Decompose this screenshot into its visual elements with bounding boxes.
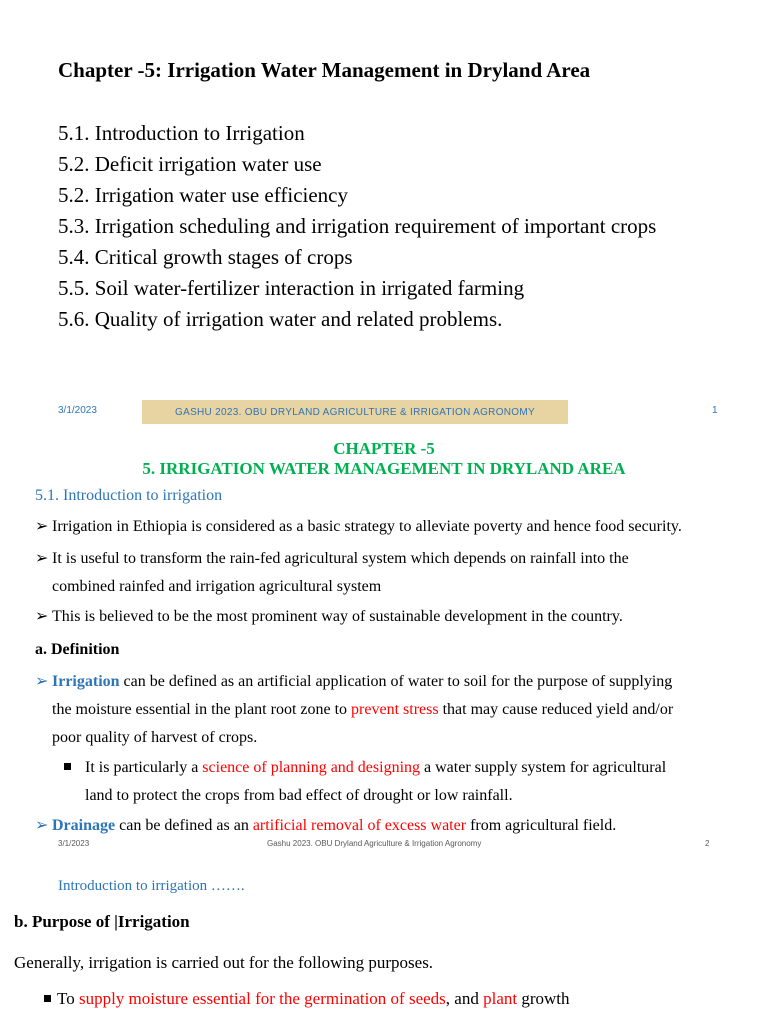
slide2-footer-date: 3/1/2023 xyxy=(58,839,90,848)
slide2-page-number: 2 xyxy=(705,839,710,848)
toc-item: 5.1. Introduction to Irrigation xyxy=(58,121,305,145)
toc-item: 5.5. Soil water-fertilizer interaction in irrigated farming xyxy=(58,276,525,300)
square-bullet-icon xyxy=(64,763,71,770)
bullet-text: To xyxy=(57,989,79,1008)
definition-text: can be defined as an xyxy=(115,817,253,834)
slide2-heading: 5. IRRIGATION WATER MANAGEMENT IN DRYLAND AREA xyxy=(142,459,626,478)
arrow-bullet-icon: ➢ xyxy=(35,817,49,834)
bullet-text: combined rainfed and irrigation agricultural system xyxy=(52,578,382,595)
sub-bullet-text: a water supply system for agricultural xyxy=(420,759,667,776)
bullet-text: This is believed to be the most prominent way of sustainable development in the country. xyxy=(52,608,623,625)
bullet-text: , and xyxy=(445,989,484,1008)
slide3-heading: b. Purpose of |Irrigation xyxy=(14,912,190,931)
irrigation-sub-bullet xyxy=(64,754,666,810)
definition-text: from agricultural field. xyxy=(466,817,617,834)
sub-bullet-text: It is particularly a xyxy=(85,759,203,776)
slide1-footer-banner xyxy=(142,400,568,424)
highlight-moisture: supply moisture essential for the germination of seeds xyxy=(78,989,446,1008)
bullet-text: growth xyxy=(517,989,570,1008)
irrigation-definition xyxy=(35,668,673,752)
toc-item: 5.2. Irrigation water use efficiency xyxy=(58,183,348,207)
square-bullet-icon xyxy=(44,995,51,1002)
slide1-toc xyxy=(58,118,656,335)
highlight-prevent-stress: prevent stress xyxy=(351,701,439,718)
arrow-bullet-icon: ➢ xyxy=(35,518,49,535)
slide3-bullet-1 xyxy=(44,989,570,1009)
term-drainage: Drainage xyxy=(52,817,116,834)
slide1-footer-date: 3/1/2023 xyxy=(58,405,97,416)
slide1-footer-banner-text: GASHU 2023. OBU DRYLAND AGRICULTURE & IRRIGATION AGRONOMY xyxy=(175,406,535,418)
arrow-bullet-icon: ➢ xyxy=(35,550,49,567)
toc-item: 5.2. Deficit irrigation water use xyxy=(58,152,322,176)
toc-item: 5.4. Critical growth stages of crops xyxy=(58,245,353,269)
definition-text: poor quality of harvest of crops. xyxy=(52,729,258,746)
slide2-bullet-1 xyxy=(35,513,682,541)
slide2-footer-center: Gashu 2023. OBU Dryland Agriculture & Irrigation Agronomy xyxy=(267,839,482,848)
definition-text: that may cause reduced yield and/or xyxy=(438,701,674,718)
highlight-plant: plant xyxy=(483,989,518,1008)
term-irrigation: Irrigation xyxy=(52,673,120,690)
slide1-title: Chapter -5: Irrigation Water Management in Dryland Area xyxy=(58,58,591,82)
highlight-science: science of planning and designing xyxy=(202,759,421,776)
definition-heading: a. Definition xyxy=(35,641,120,658)
bullet-text: It is useful to transform the rain-fed agricultural system which depends on rainfall into the xyxy=(52,550,629,567)
slide2-bullet-3 xyxy=(35,603,623,631)
highlight-artificial-removal: artificial removal of excess water xyxy=(252,817,467,834)
arrow-bullet-icon: ➢ xyxy=(35,608,49,625)
toc-item: 5.6. Quality of irrigation water and related problems. xyxy=(58,307,503,331)
drainage-definition xyxy=(35,812,616,840)
bullet-text: Irrigation in Ethiopia is considered as a basic strategy to alleviate poverty and hence food security. xyxy=(52,518,682,535)
definition-text: the moisture essential in the plant root zone to xyxy=(52,701,352,718)
sub-bullet-text: land to protect the crops from bad effect of drought or low rainfall. xyxy=(85,787,513,804)
slide2-bullet-2 xyxy=(35,545,629,601)
definition-text: can be defined as an artificial application of water to soil for the purpose of supplying xyxy=(119,673,673,690)
arrow-bullet-icon: ➢ xyxy=(35,673,49,690)
slide2-section-title: 5.1. Introduction to irrigation xyxy=(35,487,223,504)
toc-item: 5.3. Irrigation scheduling and irrigation requirement of important crops xyxy=(58,214,657,238)
slide3-intro: Introduction to irrigation ……. xyxy=(58,878,245,894)
slide3-lead: Generally, irrigation is carried out for the following purposes. xyxy=(14,953,434,972)
slide2-chapter-label: CHAPTER -5 xyxy=(333,439,435,458)
slide1-page-number: 1 xyxy=(712,405,718,416)
